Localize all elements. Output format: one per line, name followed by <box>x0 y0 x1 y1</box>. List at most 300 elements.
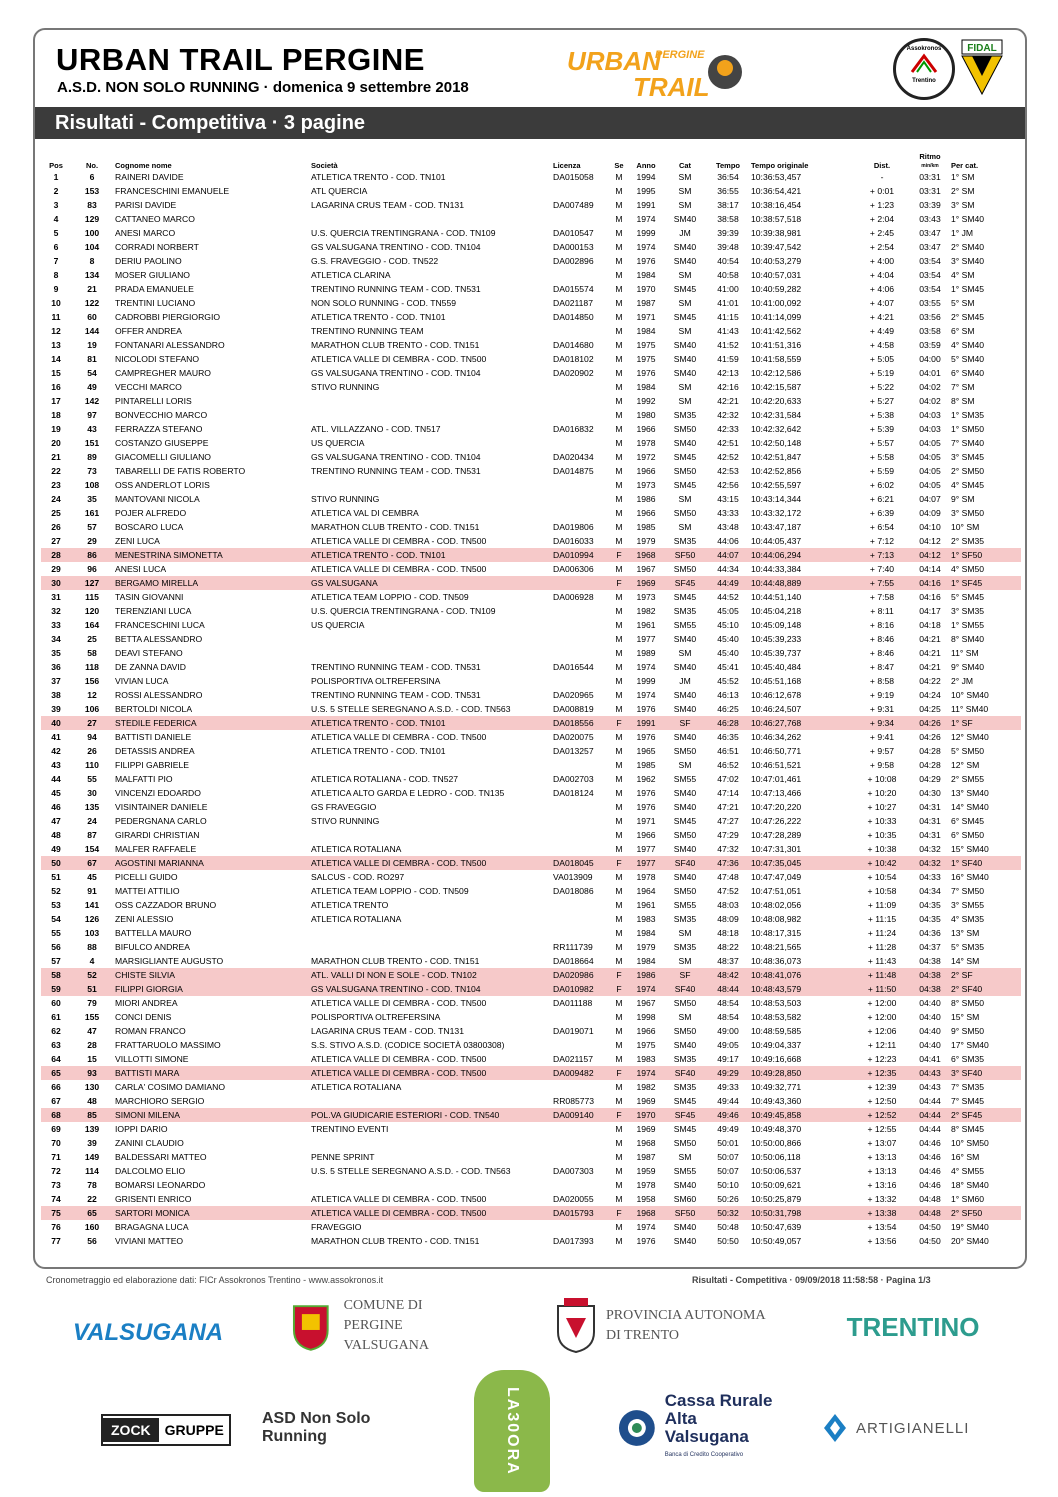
cell-cat-rank: 1° SF50 <box>949 548 1021 562</box>
cell-sex: M <box>615 676 623 686</box>
cell-club: US QUERCIA <box>311 438 365 448</box>
cell-pos: 38 <box>51 690 61 700</box>
cell-license: DA018045 <box>551 856 609 870</box>
cell-name: ZENI ALESSIO <box>115 914 174 924</box>
cell-time: 47:14 <box>717 788 739 798</box>
table-row <box>41 492 1021 506</box>
cell-original-time: 10:45:04,218 <box>751 606 802 616</box>
cell-sex: M <box>615 900 623 910</box>
cell-cat: SM <box>678 648 692 658</box>
cell-pos: 11 <box>51 312 61 322</box>
cell-bib: 22 <box>87 1194 97 1204</box>
cell-pace: 04:44 <box>919 1124 941 1134</box>
cell-cat: SM45 <box>673 312 697 322</box>
cell-name: PEDERGNANA CARLO <box>115 816 207 826</box>
table-row <box>41 716 1021 730</box>
cell-original-time: 10:42:50,148 <box>751 438 802 448</box>
cell-bib: 126 <box>84 914 100 924</box>
cell-license: RR085773 <box>553 1096 595 1106</box>
cell-gap: + 12:50 <box>867 1096 897 1106</box>
table-row <box>41 912 1021 926</box>
cell-cat: SM40 <box>673 242 697 252</box>
cell-original-time: 10:49:43,360 <box>751 1096 802 1106</box>
cell-year: 1987 <box>636 1152 656 1162</box>
cell-original-time: 10:44:05,437 <box>751 536 802 546</box>
table-row <box>41 968 1021 982</box>
cell-pos: 28 <box>41 548 71 562</box>
cell-pos: 66 <box>51 1082 61 1092</box>
cell-license: DA016544 <box>553 662 594 672</box>
cell-bib: 108 <box>84 480 100 490</box>
cell-pos: 45 <box>51 788 61 798</box>
cell-original-time: 10:47:13,466 <box>751 788 802 798</box>
cell-time: 44:49 <box>707 576 749 590</box>
cassa-rurale-logo: Cassa Rurale Alta Valsugana Banca di Credito Cooperativo <box>615 1400 785 1456</box>
cell-year: 1978 <box>636 872 656 882</box>
cell-pos: 54 <box>51 914 61 924</box>
cell-cat: SM <box>678 200 692 210</box>
cell-cat-rank: 7° SM40 <box>951 438 985 448</box>
cell-cat: SF <box>663 968 707 982</box>
cell-license: DA007489 <box>553 200 594 210</box>
cell-sex: M <box>615 354 623 364</box>
cell-license <box>551 380 609 394</box>
cell-sex: M <box>615 872 623 882</box>
cell-cat-rank: 1° SM55 <box>951 620 985 630</box>
cell-club: ATLETICA ROTALIANA <box>311 914 402 924</box>
cell-pos: 63 <box>51 1040 61 1050</box>
cell-cat-rank: 4° SM40 <box>951 340 985 350</box>
cell-cat-rank: 3° SM35 <box>951 606 985 616</box>
cell-bib: 4 <box>89 956 95 966</box>
cell-name: BATTISTI MARA <box>113 1066 309 1080</box>
cell-year: 1980 <box>636 410 656 420</box>
cell-pace: 04:12 <box>911 548 949 562</box>
cell-pace: 04:50 <box>919 1222 941 1232</box>
cell-bib: 85 <box>71 1108 113 1122</box>
cell-pos: 64 <box>51 1054 61 1064</box>
trentino-logo: TRENTINO <box>846 1311 980 1342</box>
cell-year: 1976 <box>636 368 656 378</box>
cell-club: ATLETICA CLARINA <box>311 270 391 280</box>
cell-club: MARATHON CLUB TRENTO - COD. TN151 <box>311 956 480 966</box>
table-row <box>41 1024 1021 1038</box>
cell-time: 45:40 <box>717 634 739 644</box>
cell-time: 47:36 <box>707 856 749 870</box>
cell-gap: + 12:00 <box>867 1012 897 1022</box>
cell-time: 48:03 <box>717 900 739 910</box>
cell-club: GS VALSUGANA TRENTINO - COD. TN104 <box>311 452 481 462</box>
cell-bib: 134 <box>84 270 100 280</box>
cell-sex: M <box>615 200 623 210</box>
cell-cat-rank: 3° SM40 <box>951 256 985 266</box>
cell-gap: + 2:54 <box>869 242 895 252</box>
cell-original-time: 10:42:32,642 <box>751 424 802 434</box>
cell-cat-rank: 1° SF45 <box>949 576 1021 590</box>
table-row <box>41 366 1021 380</box>
cell-time: 41:59 <box>717 354 739 364</box>
cell-gap: + 9:58 <box>869 760 895 770</box>
cell-original-time: 10:39:38,981 <box>751 228 802 238</box>
cell-original-time: 10:40:53,279 <box>751 256 802 266</box>
cell-sex: M <box>615 1124 623 1134</box>
cell-license <box>551 912 609 926</box>
cell-cat-rank: 2° SF40 <box>949 982 1021 996</box>
cell-time: 39:39 <box>717 228 739 238</box>
cell-pace: 04:03 <box>919 410 941 420</box>
page-title: URBAN TRAIL PERGINE <box>56 42 425 77</box>
table-row <box>41 520 1021 534</box>
cell-year: 1969 <box>629 576 663 590</box>
cell-bib: 118 <box>85 662 99 672</box>
cell-gap: + 11:09 <box>867 900 897 910</box>
cell-gap: + 5:05 <box>869 354 895 364</box>
cell-pos: 77 <box>51 1236 61 1246</box>
cell-pace: 03:39 <box>919 200 941 210</box>
cell-sex: F <box>609 1108 629 1122</box>
cell-time: 50:01 <box>717 1138 739 1148</box>
cell-bib: 39 <box>87 1138 97 1148</box>
cell-sex: F <box>609 856 629 870</box>
cell-year: 1968 <box>629 548 663 562</box>
cell-bib: 93 <box>71 1066 113 1080</box>
cell-cat: SM50 <box>673 746 697 756</box>
cell-time: 47:27 <box>717 816 739 826</box>
cell-original-time: 10:44:51,140 <box>751 592 802 602</box>
cell-time: 47:29 <box>717 830 739 840</box>
cell-bib: 149 <box>84 1152 100 1162</box>
cell-cat: SM40 <box>673 662 697 672</box>
cell-license: DA018556 <box>551 716 609 730</box>
cell-gap: + 8:47 <box>869 662 895 672</box>
cell-cat: SM <box>678 522 692 532</box>
cell-cat-rank: 1° SM45 <box>951 284 985 294</box>
cell-bib: 24 <box>87 816 97 826</box>
cell-time: 38:58 <box>717 214 739 224</box>
cell-pos: 15 <box>51 368 61 378</box>
cell-bib: 144 <box>84 326 100 336</box>
cell-cat-rank: 12° SM40 <box>951 732 989 742</box>
cell-sex: M <box>615 648 623 658</box>
cell-bib: 78 <box>87 1180 97 1190</box>
cell-club: TRENTINO EVENTI <box>311 1124 389 1134</box>
cell-license: DA020965 <box>553 690 594 700</box>
cell-pace: 04:33 <box>919 872 941 882</box>
cell-cat: SM40 <box>673 1040 697 1050</box>
cell-pos: 9 <box>53 284 59 294</box>
cell-time: 48:44 <box>707 982 749 996</box>
cell-club <box>309 828 551 842</box>
cell-pos: 29 <box>51 564 61 574</box>
cell-pace: 04:37 <box>919 942 941 952</box>
cell-time: 50:26 <box>717 1194 739 1204</box>
table-row <box>41 660 1021 674</box>
cell-name: FRANCESCHINI LUCA <box>115 620 205 630</box>
cell-club: ATLETICA TRENTO - COD. TN101 <box>311 312 446 322</box>
cell-year: 1972 <box>636 452 656 462</box>
cell-cat: SM45 <box>673 284 697 294</box>
cell-year: 1976 <box>636 704 656 714</box>
cell-sex: M <box>615 998 623 1008</box>
cell-name: MIORI ANDREA <box>115 998 178 1008</box>
cell-pace: 04:38 <box>919 956 941 966</box>
cell-bib: 25 <box>87 634 97 644</box>
table-row <box>41 1094 1021 1108</box>
cell-club <box>309 212 551 226</box>
cell-pace: 03:31 <box>919 172 941 182</box>
cell-time: 48:37 <box>717 956 739 966</box>
cell-name: DERIU PAOLINO <box>115 256 182 266</box>
cell-pace: 04:01 <box>919 368 941 378</box>
cell-year: 1976 <box>636 802 656 812</box>
cell-pos: 52 <box>51 886 61 896</box>
cell-name: GIRARDI CHRISTIAN <box>115 830 200 840</box>
cell-original-time: 10:45:51,168 <box>751 676 802 686</box>
comune-pergine-logo: COMUNE DI PERGINE VALSUGANA <box>290 1296 490 1356</box>
cell-cat-rank: 7° SM50 <box>951 886 985 896</box>
cell-club: STIVO RUNNING <box>311 494 380 504</box>
cell-cat-rank: 4° SM50 <box>951 564 985 574</box>
cell-time: 43:48 <box>717 522 739 532</box>
cell-cat: SM35 <box>673 914 697 924</box>
cell-pace: 04:41 <box>919 1054 941 1064</box>
cell-bib: 56 <box>87 1236 97 1246</box>
table-row <box>41 898 1021 912</box>
cell-original-time: 10:50:06,537 <box>751 1166 802 1176</box>
cell-license <box>551 1010 609 1024</box>
cell-club: NON SOLO RUNNING - COD. TN559 <box>311 298 457 308</box>
cell-cat: SM50 <box>673 886 697 896</box>
zock-gruppe-logo: ZOCK GRUPPE <box>101 1414 231 1446</box>
cell-cat: SM60 <box>673 1194 697 1204</box>
cell-bib: 8 <box>89 256 95 266</box>
cell-sex: M <box>615 312 623 322</box>
cell-name: CONCI DENIS <box>115 1012 172 1022</box>
cell-name: TERENZIANI LUCA <box>115 606 192 616</box>
cell-cat-rank: 5° SM35 <box>951 942 985 952</box>
cell-pace: 03:47 <box>919 228 941 238</box>
cell-bib: 57 <box>87 522 97 532</box>
cell-sex: M <box>615 704 623 714</box>
table-row <box>41 464 1021 478</box>
cell-sex: M <box>615 326 623 336</box>
cell-sex: M <box>615 760 623 770</box>
cell-gap: + 4:21 <box>869 312 895 322</box>
cell-club: ATLETICA VALLE DI CEMBRA - COD. TN500 <box>311 536 487 546</box>
cell-gap: + 10:58 <box>867 886 897 896</box>
cell-license <box>551 492 609 506</box>
cell-bib: 65 <box>71 1206 113 1220</box>
cell-cat: SM55 <box>673 620 697 630</box>
artigianelli-logo: ARTIGIANELLI <box>822 1410 990 1446</box>
cell-gap: + 4:58 <box>869 340 895 350</box>
cell-pace: 04:14 <box>919 564 941 574</box>
cell-cat: SM35 <box>673 942 697 952</box>
cell-name: MOSER GIULIANO <box>115 270 190 280</box>
cell-time: 36:55 <box>717 186 739 196</box>
cell-original-time: 10:42:15,587 <box>751 382 802 392</box>
cell-pace: 04:40 <box>919 1012 941 1022</box>
cell-club: ATLETICA ROTALIANA <box>311 1082 402 1092</box>
cell-bib: 164 <box>84 620 100 630</box>
cell-cat: SM40 <box>673 690 697 700</box>
cell-club: U.S. 5 STELLE SEREGNANO A.S.D. - COD. TN563 <box>311 1166 511 1176</box>
cell-cat-rank: 1° SM60 <box>951 1194 985 1204</box>
cell-year: 1984 <box>636 270 656 280</box>
cell-year: 1989 <box>636 648 656 658</box>
cell-year: 1970 <box>629 1108 663 1122</box>
cell-pos: 60 <box>51 998 61 1008</box>
cell-original-time: 10:39:47,542 <box>751 242 802 252</box>
cell-name: CATTANEO MARCO <box>115 214 195 224</box>
cell-pace: 04:30 <box>919 788 941 798</box>
cell-pos: 10 <box>51 298 61 308</box>
cell-year: 1967 <box>636 564 656 574</box>
cell-club: POLISPORTIVA OLTREFERSINA <box>311 1012 441 1022</box>
cell-club <box>309 394 551 408</box>
cell-cat: SM40 <box>673 354 697 364</box>
cell-license: DA018102 <box>553 354 594 364</box>
cell-pos: 35 <box>51 648 61 658</box>
cell-sex: M <box>615 634 623 644</box>
cell-original-time: 10:42:52,856 <box>751 466 802 476</box>
cell-original-time: 10:50:31,798 <box>749 1206 853 1220</box>
cell-time: 45:05 <box>717 606 739 616</box>
cell-original-time: 10:42:12,586 <box>751 368 802 378</box>
cell-cat-rank: 4° SM <box>951 270 975 280</box>
cell-gap: + 10:33 <box>867 816 897 826</box>
cell-year: 1969 <box>636 1124 656 1134</box>
cell-name: SIMONI MILENA <box>113 1108 309 1122</box>
cell-license: VA013909 <box>553 872 593 882</box>
cell-time: 47:02 <box>717 774 739 784</box>
cell-gap: + 9:57 <box>869 746 895 756</box>
cell-cat: SM40 <box>673 438 697 448</box>
cell-bib: 122 <box>84 298 100 308</box>
cell-original-time: 10:48:02,056 <box>751 900 802 910</box>
cell-cat-rank: 14° SM <box>951 956 980 966</box>
cell-name: MATTEI ATTILIO <box>115 886 180 896</box>
cell-year: 1985 <box>636 760 656 770</box>
cell-sex: M <box>615 172 623 182</box>
cell-pos: 43 <box>51 760 61 770</box>
cell-cat: SM35 <box>673 410 697 420</box>
cell-cat: SM40 <box>673 634 697 644</box>
cell-original-time: 10:48:53,582 <box>751 1012 802 1022</box>
cell-license: DA010994 <box>551 548 609 562</box>
cell-time: 40:54 <box>717 256 739 266</box>
cell-pos: 37 <box>51 676 61 686</box>
cell-club: TRENTINO RUNNING TEAM <box>311 326 424 336</box>
cell-cat: SF <box>663 716 707 730</box>
cell-year: 1982 <box>636 606 656 616</box>
cell-year: 1994 <box>636 172 656 182</box>
cell-name: BALDESSARI MATTEO <box>115 1152 207 1162</box>
cell-sex: M <box>615 228 623 238</box>
cell-original-time: 10:42:20,633 <box>751 396 802 406</box>
cell-cat-rank: 15° SM40 <box>951 844 989 854</box>
cell-pace: 04:21 <box>919 634 941 644</box>
cell-year: 1966 <box>636 830 656 840</box>
cell-pace: 04:03 <box>919 424 941 434</box>
cell-name: MALFATTI PIO <box>115 774 173 784</box>
cell-cat: SM55 <box>673 900 697 910</box>
cell-gap: + 9:41 <box>869 732 895 742</box>
col-cat-rank: Per cat. <box>951 161 979 170</box>
cell-club: ATLETICA VALLE DI CEMBRA - COD. TN500 <box>311 998 487 1008</box>
cell-sex: M <box>615 1236 623 1246</box>
cell-pos: 68 <box>41 1108 71 1122</box>
cell-year: 1995 <box>636 186 656 196</box>
cell-gap: + 10:38 <box>867 844 897 854</box>
cell-cat: SF40 <box>663 982 707 996</box>
fidal-logo <box>960 38 1004 96</box>
cell-sex: M <box>615 1054 623 1064</box>
cell-sex: M <box>615 914 623 924</box>
cell-license <box>551 394 609 408</box>
cell-pace: 03:55 <box>919 298 941 308</box>
cell-cat-rank: 2° SM45 <box>951 312 985 322</box>
comune-crest-icon <box>290 1300 332 1352</box>
cell-sex: M <box>615 256 623 266</box>
cell-pos: 40 <box>41 716 71 730</box>
cell-cat-rank: 9° SM40 <box>951 662 985 672</box>
cell-bib: 151 <box>84 438 100 448</box>
cell-original-time: 10:48:59,585 <box>751 1026 802 1036</box>
cell-cat: SF50 <box>663 1206 707 1220</box>
cell-name: BERGAMO MIRELLA <box>113 576 309 590</box>
cell-cat-rank: 11° SM40 <box>951 704 989 714</box>
logo-pergine-text: PERGINE <box>655 49 705 61</box>
cell-cat: SM45 <box>673 480 697 490</box>
cell-name: MENESTRINA SIMONETTA <box>113 548 309 562</box>
cell-sex: F <box>609 716 629 730</box>
cell-sex: M <box>615 214 623 224</box>
cell-original-time: 10:50:49,057 <box>751 1236 802 1246</box>
cell-pos: 13 <box>51 340 61 350</box>
cell-cat: SM <box>678 956 692 966</box>
cell-license: DA002896 <box>553 256 594 266</box>
cell-cat-rank: 18° SM40 <box>951 1180 989 1190</box>
results-table <box>41 152 1021 1248</box>
cell-gap: + 13:16 <box>867 1180 897 1190</box>
cell-time: 47:52 <box>717 886 739 896</box>
cell-pace: 04:18 <box>919 620 941 630</box>
cell-license: DA021157 <box>553 1054 593 1064</box>
cell-original-time: 10:46:24,507 <box>751 704 802 714</box>
cell-sex: F <box>609 982 629 996</box>
cell-pace: 04:31 <box>919 830 941 840</box>
cell-pace: 04:31 <box>919 802 941 812</box>
table-row <box>41 1220 1021 1234</box>
cell-gap: + 10:42 <box>853 856 911 870</box>
cell-cat-rank: 13° SM40 <box>951 788 989 798</box>
urban-trail-logo <box>563 38 753 106</box>
svg-text:FIDAL: FIDAL <box>967 43 997 54</box>
cell-cat-rank: 16° SM <box>951 1152 980 1162</box>
cell-time: 44:07 <box>707 548 749 562</box>
cell-cat-rank: 3° SM <box>951 200 975 210</box>
cell-time: 49:49 <box>717 1124 739 1134</box>
cell-name: BATTISTI DANIELE <box>115 732 192 742</box>
cell-gap: + 13:56 <box>867 1236 897 1246</box>
cell-pos: 1 <box>53 172 59 182</box>
cell-club: U.S. QUERCIA TRENTINGRANA - COD. TN109 <box>311 606 496 616</box>
cell-pos: 23 <box>51 480 61 490</box>
cell-club: ATLETICA VALLE DI CEMBRA - COD. TN500 <box>311 732 487 742</box>
table-row <box>41 618 1021 632</box>
cell-gap: + 6:39 <box>869 508 895 518</box>
